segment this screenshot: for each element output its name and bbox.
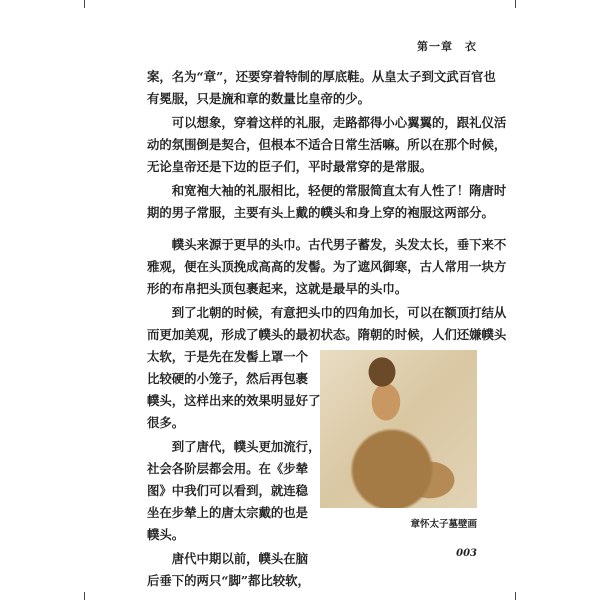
- text-line: 无论皇帝还是下边的臣子们，平时最常穿的是常服。: [147, 159, 432, 174]
- chapter-header: 第一章 衣: [417, 40, 477, 53]
- mural-illustration: [320, 350, 477, 508]
- text-line: 动的氛围倒是契合，但根本不适合日常生活嘛。所以在那个时候，: [147, 137, 507, 152]
- text-line: 和宽袍大袖的礼服相比，轻便的常服简直太有人性了！隋唐时: [147, 183, 507, 198]
- text-line: 幞头来源于更早的头巾。古代男子蓄发，头发太长，垂下来不: [147, 237, 507, 252]
- text-line: 期的男子常服，主要有头上戴的幞头和身上穿的袍服这两部分。: [147, 205, 494, 220]
- crop-mark: [84, 592, 85, 600]
- text-line: 案，名为“章”，还要穿着特制的厚底鞋。从皇太子到文武百官也: [147, 69, 496, 84]
- crop-mark: [515, 592, 516, 600]
- text-line: 形的布帛把头顶包裹起来，这就是最早的头巾。: [147, 281, 408, 296]
- text-line: 幞头。: [147, 527, 185, 542]
- text-line: 唐代中期以前，幞头在脑: [147, 551, 309, 566]
- text-line: 而更加美观，形成了幞头的最初状态。隋朝的时候，人们还嫌幞头: [147, 327, 507, 342]
- text-line: 坐在步辇上的唐太宗戴的也是: [147, 505, 309, 520]
- text-line: 太软，于是先在发髻上罩一个: [147, 349, 309, 364]
- text-line: 幞头，这样出来的效果明显好了: [147, 393, 321, 408]
- text-line: 到了唐代，幞头更加流行，: [147, 439, 321, 454]
- text-line: 后垂下的两只“脚”都比较软，: [147, 573, 310, 588]
- text-line: 到了北朝的时候，有意把头巾的四角加长，可以在额顶打结从: [147, 305, 507, 320]
- text-line: 比较硬的小笼子，然后再包裹: [147, 371, 309, 386]
- text-line: 雅观，便在头顶挽成高高的发髻。为了遮风御寒，古人常用一块方: [147, 259, 507, 274]
- text-line: 社会各阶层都会用。在《步辇: [147, 461, 309, 476]
- crop-mark: [84, 0, 85, 8]
- text-line: 很多。: [147, 415, 185, 430]
- page-number: 003: [456, 548, 477, 559]
- figure-caption: 章怀太子墓壁画: [410, 519, 477, 530]
- text-line: 可以想象，穿着这样的礼服，走路都得小心翼翼的，跟礼仪活: [147, 115, 507, 130]
- text-line: 有冕服，只是旒和章的数量比皇帝的少。: [147, 91, 371, 106]
- crop-mark: [515, 0, 516, 8]
- text-line: 图》中我们可以看到，就连稳: [147, 483, 309, 498]
